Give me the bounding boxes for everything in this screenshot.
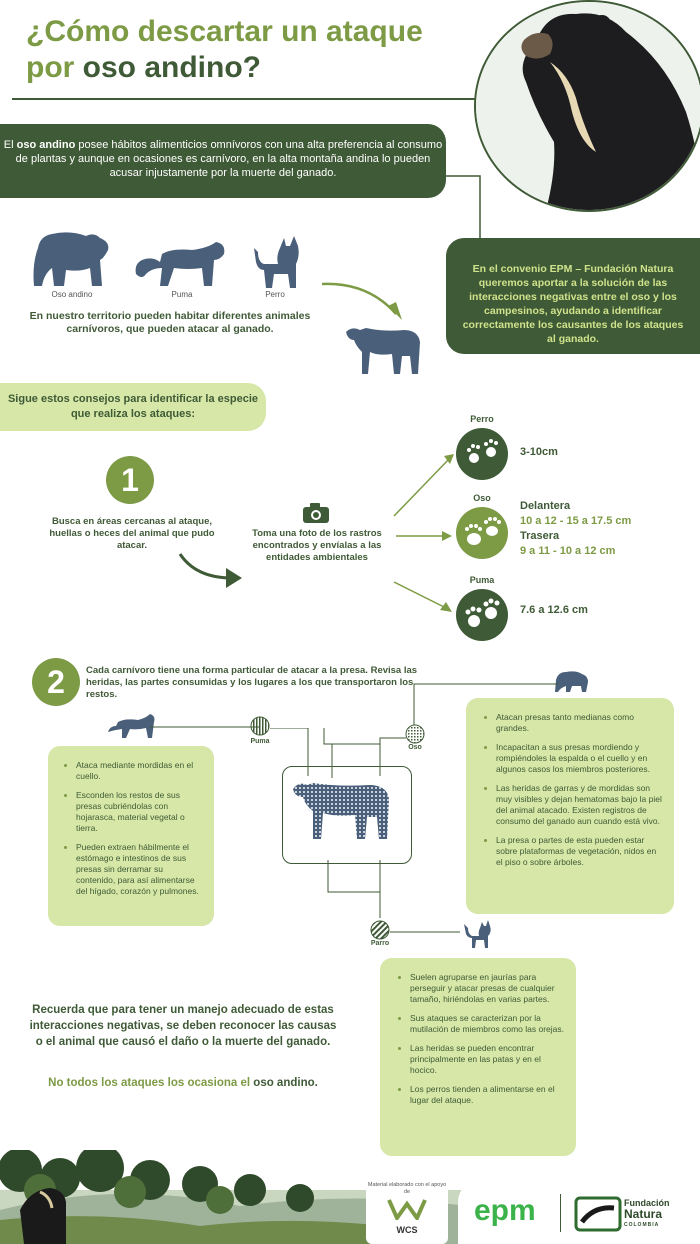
closing-text-1: No todos los ataques los ocasiona el xyxy=(48,1077,254,1089)
puma-card-item: • Esconden los restos de sus presas cubriéndolas con hojarasca, material vegetal o tierra. xyxy=(76,790,204,834)
page-title xyxy=(26,14,423,86)
wcs-text: WCS xyxy=(396,1225,418,1235)
animal-label-perro: Perro xyxy=(265,290,285,299)
step-1-text: Busca en áreas cercanas al ataque, huellas o heces del animal que pudo atacar. xyxy=(49,516,215,551)
closing-text-2: oso andino. xyxy=(253,1077,318,1089)
title-line-2b: oso andino? xyxy=(82,51,261,84)
measure-perro: 3-10cm xyxy=(520,446,558,458)
title-line-2 xyxy=(26,50,423,86)
perro-card-item: • Las heridas se pueden encontrar principalmente en las patas y en el hocico. xyxy=(410,1043,566,1076)
puma-track-icon xyxy=(456,589,508,641)
dog-track-icon xyxy=(456,428,508,480)
fundacion-line-3: COLOMBIA xyxy=(624,1222,660,1228)
bear-track-icon xyxy=(456,507,508,559)
wcs-small-text: Material elaborado con el apoyo de xyxy=(367,1182,447,1195)
intro-box xyxy=(0,124,446,198)
perro-pattern-icon xyxy=(370,920,390,940)
oso-card-item: • Las heridas de garras y de mordidas son muy visibles y dejan hematomas bajo la piel del animal atacado. Existen registros de consumo del ganado aun cuando está vivo. xyxy=(496,783,664,827)
wcs-w-icon xyxy=(387,1198,427,1220)
title-line-1: ¿Cómo descartar un ataque xyxy=(26,15,423,48)
measure-puma: 7.6 a 12.6 cm xyxy=(520,604,588,616)
fundacion-natura-text xyxy=(624,1198,670,1231)
measure-oso-delantera-title: Delantera xyxy=(520,500,571,512)
intro-bold: oso andino xyxy=(16,139,76,151)
fundacion-line-2: Natura xyxy=(624,1207,663,1221)
step-2-number: 2 xyxy=(32,658,80,706)
perro-connector xyxy=(390,930,460,934)
oso-card-item: • Atacan presas tanto medianas como grandes. xyxy=(496,712,664,734)
puma-small-icon xyxy=(106,712,156,742)
fundacion-natura-icon xyxy=(574,1196,622,1232)
track-label-puma: Puma xyxy=(469,575,495,585)
track-label-perro: Perro xyxy=(470,414,494,424)
convenio-box: En el convenio EPM – Fundación Natura queremos aportar a la solución de las interacciones negativas entre el oso y los campesinos, ayudando a identificar correctamente los causantes de los ataques al ganado. xyxy=(446,238,700,354)
perro-card-item: • Los perros tienden a alimentarse en el lugar del ataque. xyxy=(410,1084,566,1106)
puma-card-item: • Ataca mediante mordidas en el cuello. xyxy=(76,760,204,782)
bear-silhouette-icon xyxy=(30,228,114,290)
wcs-logo xyxy=(366,1178,448,1244)
measure-oso-trasera: 9 a 11 - 10 a 12 cm xyxy=(520,545,616,557)
tips-banner: Sigue estos consejos para identificar la especie que realiza los ataques: xyxy=(0,383,266,431)
diagram-label-perro: Parro xyxy=(370,940,390,947)
intro-text-1: El xyxy=(3,139,17,151)
partner-logos xyxy=(458,1180,700,1244)
title-line-2a: por xyxy=(26,51,83,84)
fundacion-line-1: Fundación xyxy=(624,1198,670,1208)
dog-small-icon xyxy=(462,920,494,950)
territory-text: En nuestro territorio pueden habitar diferentes animales carnívoros, que pueden atacar al ganado. xyxy=(29,310,311,335)
puma-connector xyxy=(150,725,260,729)
logo-divider xyxy=(560,1194,561,1232)
cow-silhouette-icon xyxy=(344,322,424,376)
step-2-text: Cada carnívoro tiene una forma particular de atacar a la presa. Revisa las heridas, las partes consumidas y los lugares a los que transportaron los restos. xyxy=(86,665,418,700)
perro-card xyxy=(380,958,576,1156)
track-label-oso: Oso xyxy=(473,493,491,503)
oso-card xyxy=(466,698,674,914)
title-divider xyxy=(12,98,482,100)
reminder-text: Recuerda que para tener un manejo adecuado de estas interacciones negativas, se deben reconocer las causas o el animal que causó el daño o la muerte del ganado. xyxy=(29,1004,337,1048)
animal-label-oso: Oso andino xyxy=(51,290,93,299)
measure-oso-delantera: 10 a 12 - 15 a 17.5 cm xyxy=(520,515,632,527)
puma-card-item: • Pueden extraen hábilmente el estómago e intestinos de sus presas sin derramar su contenido, para así alimentarse del hígado, corazón y pulmones. xyxy=(76,842,204,897)
camera-icon xyxy=(302,502,330,524)
branch-arrows xyxy=(390,450,460,620)
puma-card xyxy=(48,746,214,926)
cow-diagram-icon xyxy=(283,767,411,863)
animal-label-puma: Puma xyxy=(171,290,193,299)
closing-text xyxy=(28,1077,338,1089)
epm-logo: epm xyxy=(474,1194,536,1227)
diagram-label-oso: Oso xyxy=(408,744,422,751)
intro-text-2: posee hábitos alimenticios omnívoros con una alta preferencia al consumo de plantas y aunque en ocasiones es carnívoro, en la alta montaña andina lo pueden acusar injustamente por la muerte del ganado. xyxy=(15,139,443,179)
perro-card-item: • Sus ataques se caracterizan por la mutilación de miembros como las orejas. xyxy=(410,1013,566,1035)
photo-text: Toma una foto de los rastros encontrados y envíalas a las entidades ambientales xyxy=(252,528,382,563)
step-arrow-icon xyxy=(176,548,246,592)
step-1-number: 1 xyxy=(106,456,154,504)
puma-silhouette-icon xyxy=(132,234,228,290)
dog-silhouette-icon xyxy=(248,234,306,290)
measure-oso-trasera-title: Trasera xyxy=(520,530,560,542)
oso-card-item: • Incapacitan a sus presas mordiendo y rompiéndoles la espalda o el cuello y en algunos casos los miembros posteriores. xyxy=(496,742,664,775)
perro-card-item: • Suelen agruparse en jaurías para perseguir y atacar presas de cualquier tamaño, hiriéndolas en varias partes. xyxy=(410,972,566,1005)
puma-pattern-icon xyxy=(250,716,270,736)
curved-arrow-icon xyxy=(318,276,408,326)
cow-diagram-box xyxy=(282,766,412,864)
diagram-label-puma: Puma xyxy=(250,738,270,745)
oso-card-item: • La presa o partes de esta pueden estar sobre plataformas de vegetación, nidos en el piso o sobre árboles. xyxy=(496,835,664,868)
